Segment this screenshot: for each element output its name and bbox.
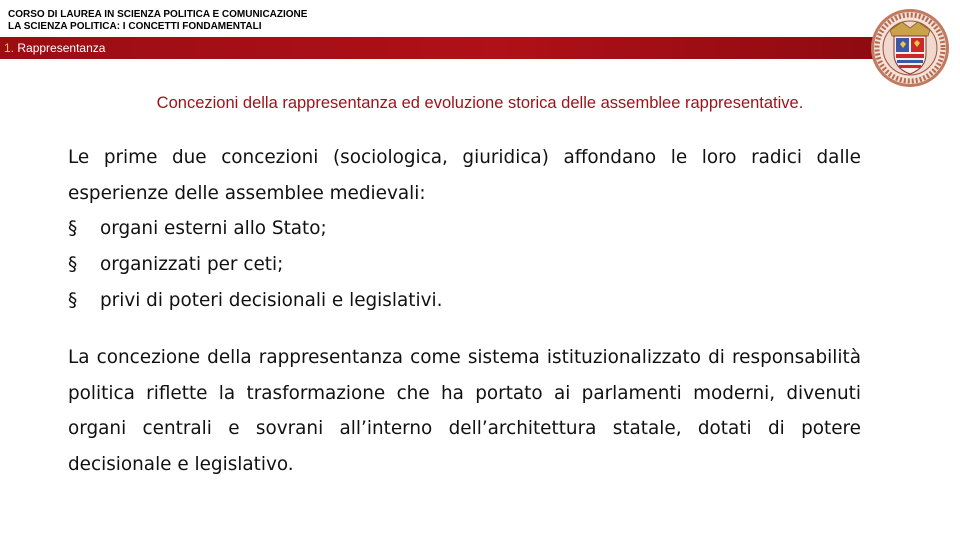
section-number: 1. (4, 41, 15, 55)
bullet-marker: § (68, 218, 78, 240)
second-paragraph: La concezione della rappresentanza come sistema istituzionalizzato di responsabilità politica riflette la trasformazione che ha portato ai parlamenti moderni, divenuti organi centrali e sovrani all’interno dell’architettura statale, dotati di potere decisionale e legislativo. (68, 347, 861, 476)
section-title (4, 40, 105, 56)
list-item (68, 283, 861, 319)
section-bar (0, 37, 905, 59)
section-label: Rappresentanza (17, 41, 106, 55)
intro-paragraph: Le prime due concezioni (sociologica, giuridica) affondano le loro radici dalle esperienze delle assemblee medievali: (68, 147, 861, 204)
first-block (68, 140, 861, 319)
course-header (8, 9, 307, 33)
bullet-marker: § (68, 289, 78, 311)
slide-title: Concezioni della rappresentanza ed evoluzione storica delle assemblee rappresentative. (156, 94, 804, 112)
university-seal-icon (870, 8, 950, 88)
bullet-text: organi esterni allo Stato; (100, 218, 327, 240)
list-item (68, 247, 861, 283)
list-item (68, 211, 861, 247)
course-subject: LA SCIENZA POLITICA: I CONCETTI FONDAMENTALI (8, 21, 262, 32)
bullet-marker: § (68, 254, 78, 276)
bullet-text: organizzati per ceti; (100, 254, 284, 276)
course-name: CORSO DI LAUREA IN SCIENZA POLITICA E COMUNICAZIONE (8, 9, 308, 20)
bullet-text: privi di poteri decisionali e legislativi. (100, 289, 443, 311)
